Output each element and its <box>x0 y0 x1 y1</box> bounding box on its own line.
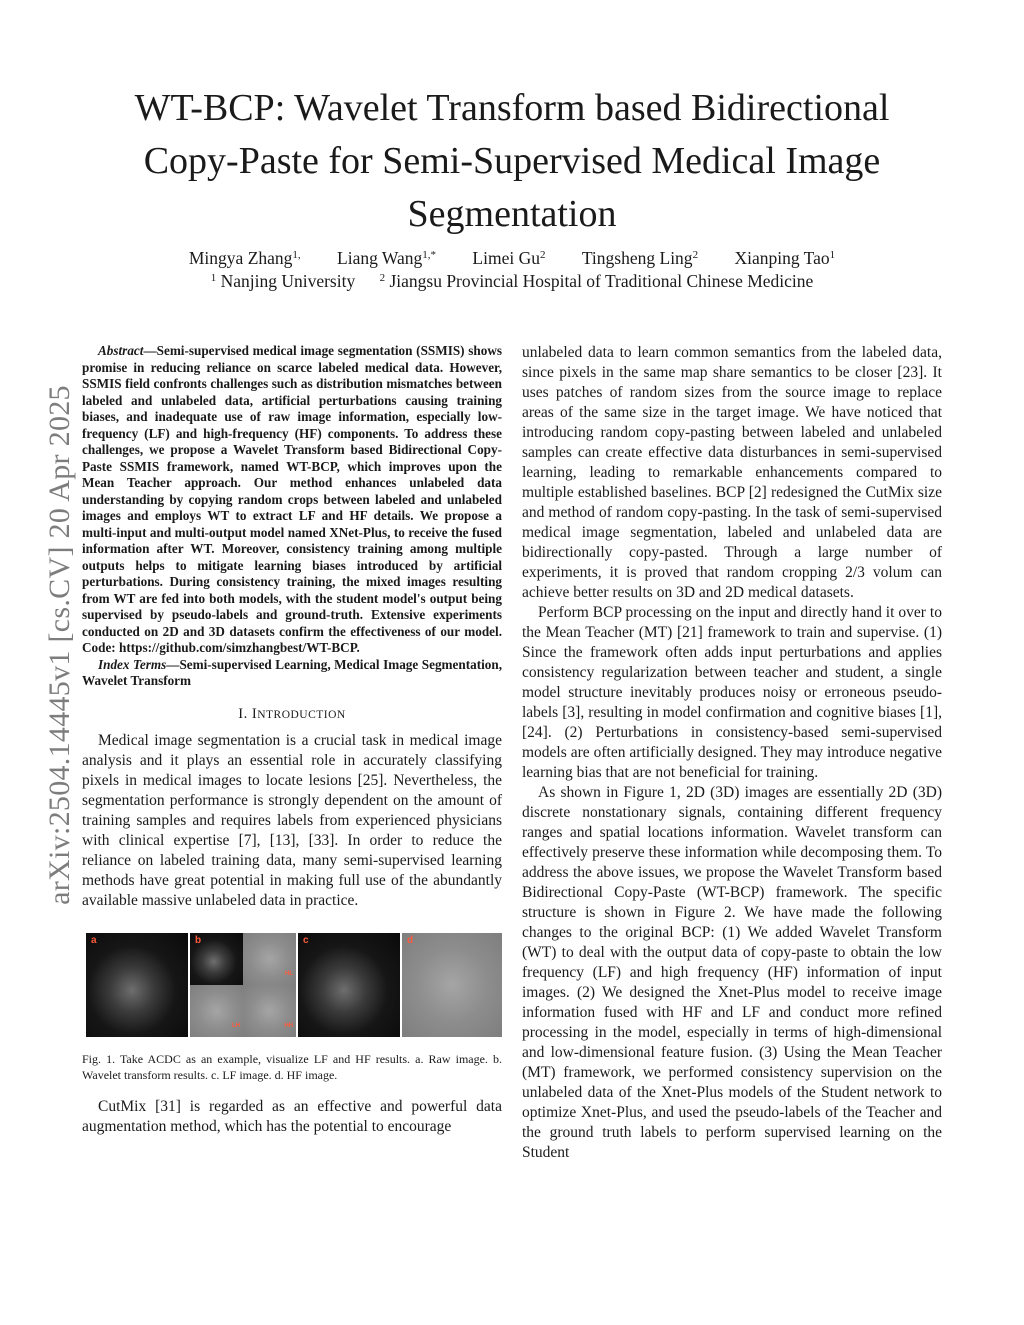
arxiv-identifier: arXiv:2504.14445v1 [cs.CV] 20 Apr 2025 <box>43 385 76 905</box>
index-terms: Index Terms—Semi-supervised Learning, Medical Image Segmentation, Wavelet Transform <box>82 656 502 688</box>
author: Xianping Tao$^1$ <box>734 248 836 268</box>
subband-label: LH <box>232 1022 240 1029</box>
wavelet-hh-subband <box>243 985 296 1037</box>
body-paragraph: Perform BCP processing on the input and directly hand it over to the Mean Teacher (MT) [21] framework to train and supervise. (1) Since the framework often adds input perturbations and applies consistency regularization between teacher and student, a single model structure inevitably produces noisy or erroneous pseudo-labels [3], resulting in model confirmation and cognitive biases [1], [24]. (2) Perturbations in consistency-based semi-supervised models are often artificially designed. They may introduce negative learning bias that are not beneficial for training. <box>522 604 942 781</box>
author: Mingya Zhang$^{1,}$ <box>188 248 301 268</box>
panel-label: a <box>91 934 97 946</box>
panel-label: c <box>303 934 309 946</box>
section-heading: I. INTRODUCTION <box>238 705 346 722</box>
paper-title: WT-BCP: Wavelet Transform based Bidirectional Copy-Paste for Semi-Supervised Medical Image Segmentation <box>134 87 890 235</box>
subband-label: HH <box>284 1022 293 1029</box>
author-list <box>90 247 934 269</box>
author: Liang Wang$^{1,*}$ <box>337 248 437 268</box>
affiliations <box>90 270 934 292</box>
intro-paragraph: Medical image segmentation is a crucial task in medical image analysis and it plays an essential role in accurately classifying pixels in medical images to locate lesions [25]. Nevertheless, the segmentation performance is strongly dependent on the amount of training samples and requires labels from experienced physicians with clinical expertise [7], [13], [33]. In order to reduce the reliance on labeled training data, many semi-supervised learning methods have great potential in making full use of the abundantly available massive unlabeled data in practice. <box>82 731 502 909</box>
wavelet-hl-subband <box>243 933 296 985</box>
figure-panel-wavelet <box>190 933 296 1037</box>
cutmix-paragraph: CutMix [31] is regarded as an effective and powerful data augmentation method, which has the potential to encourage <box>82 1097 502 1135</box>
body-paragraph: As shown in Figure 1, 2D (3D) images are essentially 2D (3D) discrete nonstationary signals, containing different frequency ranges and spatial locations information. Wavelet transform can effectively preserve these information while decomposing them. To address the above issues, we propose the Wavelet Transform based Bidirectional Copy-Paste (WT-BCP) framework. The specific structure is shown in Figure 2. We have made the following changes to the original BCP: (1) We added Wavelet Transform (WT) to deal with the output data of copy-paste to obtain the low frequency (LF) and high frequency (HF) information of input images. (2) We designed the Xnet-Plus model to receive image information fused with HF and LF and conduct more refined processing in the model, especially in terms of high-dimensional and low-dimensional feature fusion. (3) Using the Mean Teacher (MT) framework, we performed consistency supervision on the unlabeled data of the Xnet-Plus models of the Student network to optimize Xnet-Plus, and used the pseudo-labels of the Teacher and the ground truth labels to perform supervised learning on the Student <box>522 784 942 1161</box>
figure-panel-hf-image <box>402 933 502 1037</box>
affiliation: $^1$ Nanjing University <box>210 271 356 291</box>
abstract: Abstract—Semi-supervised medical image segmentation (SSMIS) shows promise in reducing reliance on scarce labeled medical data. However, SSMIS field confronts challenges such as distribution mismatches between labeled and unlabeled data, artificial perturbations causing training biases, and inadequate use of raw image information, especially low-frequency (LF) and high-frequency (HF) components. To address these challenges, we propose a Wavelet Transform based Bidirectional Copy-Paste SSMIS framework, named WT-BCP, which improves upon the Mean Teacher approach. Our method enhances unlabeled data understanding by copying random crops between labeled and unlabeled images and employs WT to extract LF and HF details. We propose a multi-input and multi-output model named XNet-Plus, to receive the fused information after WT. Moreover, consistency training among multiple outputs helps to mitigate learning biases introduced by artificial perturbations. During consistency training, the mixed images resulting from WT are fed into both models, with the student model's output being supervised by pseudo-labels and ground-truth. Extensive experiments conducted on 2D and 3D datasets confirm the effectiveness of our model. Code: https://github.com/simzhangbest/WT-BCP. <box>82 343 502 655</box>
arxiv-side-label <box>42 350 78 940</box>
affiliation: $^2$ Jiangsu Provincial Hospital of Traditional Chinese Medicine <box>379 271 814 291</box>
left-column <box>82 343 502 1137</box>
author: Limei Gu$^2$ <box>472 248 546 268</box>
body-paragraph: unlabeled data to learn common semantics from the labeled data, since pixels in the same map share semantics to be closer [23]. It uses patches of random sizes from the source image to replace areas of the same size in the target image. We have noticed that introducing random copy-pasting between labeled and unlabeled samples can create effective data disturbances in semi-supervised learning, leading to remarkable enhancements compared to multiple established baselines. BCP [2] redesigned the CutMix size and method of random copy-pasting. In the task of semi-supervised medical image segmentation, labeled and unlabeled data are bidirectionally copy-pasted. Through a large number of experiments, it is proved that random cropping 2/3 volum can achieve better results on 3D and 2D medical datasets. <box>522 344 942 601</box>
panel-label: d <box>407 934 414 946</box>
figure-caption: Fig. 1. Take ACDC as an example, visualize LF and HF results. a. Raw image. b. Wavelet transform results. c. LF image. d. HF image. <box>82 1051 502 1082</box>
panel-label: b <box>195 934 202 946</box>
figure-panel-raw-image <box>86 933 188 1037</box>
right-column <box>522 343 942 1163</box>
author: Tingsheng Ling$^2$ <box>581 248 699 268</box>
wavelet-ll-subband <box>190 933 243 985</box>
subband-label: HL <box>285 970 293 977</box>
figure-1 <box>82 933 502 1039</box>
figure-panel-lf-image <box>298 933 400 1037</box>
wavelet-lh-subband <box>190 985 243 1037</box>
